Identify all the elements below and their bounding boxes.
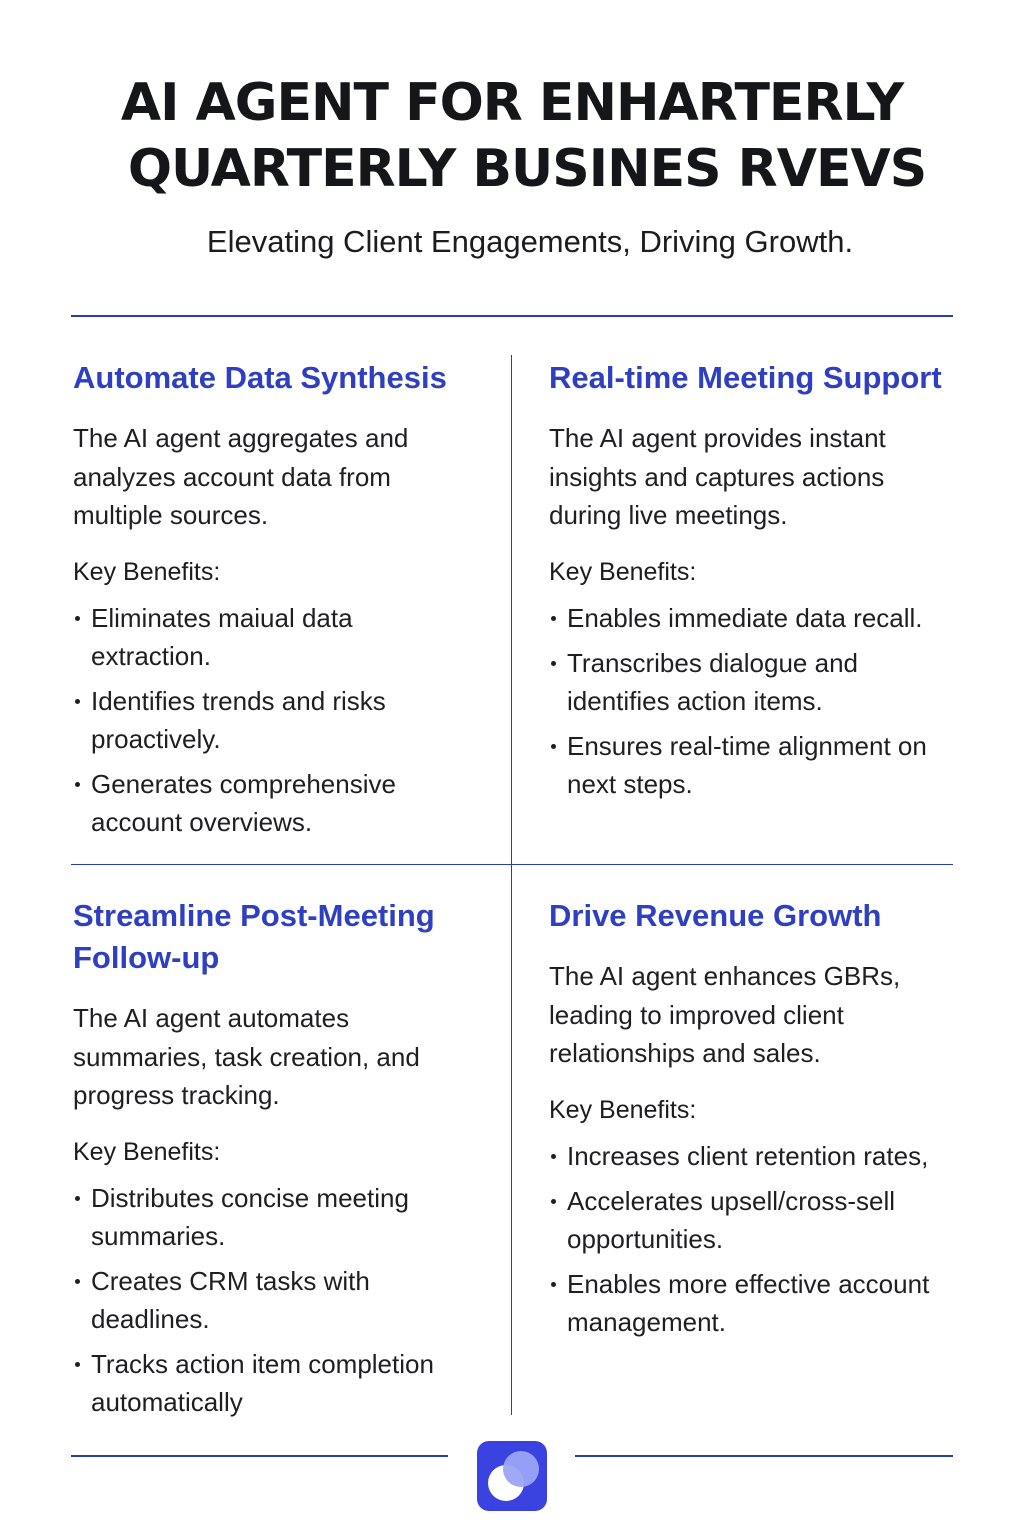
section-title — [73, 895, 493, 979]
page-subtitle: Elevating Client Engagements, Driving Growth. — [206, 224, 854, 259]
key-benefits-label: Key Benefits: — [549, 557, 697, 586]
footer-divider-left — [71, 1455, 448, 1457]
key-benefits-label: Key Benefits: — [73, 1137, 221, 1166]
section-title: Drive Revenue Growth — [549, 898, 882, 933]
benefit-item: Increases client retention rates, — [549, 1137, 969, 1175]
benefit-item: Generates comprehensive account overviews. — [73, 765, 453, 841]
benefit-item: Accelerates upsell/cross-sell opportunities. — [549, 1182, 947, 1258]
key-benefits-label: Key Benefits: — [549, 1095, 697, 1124]
section-description: The AI agent provides instant insights and captures actions during live meetings. — [549, 423, 886, 530]
section-description: The AI agent aggregates and analyzes account data from multiple sources. — [73, 423, 409, 530]
benefit-item: Enables immediate data recall. — [549, 599, 969, 637]
horizontal-divider — [71, 864, 953, 865]
section-title-line-2: Follow-up — [73, 940, 220, 975]
page-title-line-1: AI AGENT FOR ENHARTERLY — [120, 73, 904, 133]
section-description: The AI agent enhances GBRs, leading to improved client relationships and sales. — [549, 961, 901, 1068]
section-title: Real-time Meeting Support — [549, 360, 942, 395]
vertical-divider — [511, 355, 512, 1415]
benefit-item: Tracks action item completion automatically — [73, 1345, 473, 1421]
benefit-item: Transcribes dialogue and identifies action items. — [549, 644, 907, 720]
benefit-item: Enables more effective account management. — [549, 1265, 977, 1341]
section-title-line-1: Streamline Post-Meeting — [73, 898, 435, 933]
key-benefits-label: Key Benefits: — [73, 557, 221, 586]
section-streamline-post-meeting-follow-up — [73, 895, 493, 1428]
benefit-item: Creates CRM tasks with deadlines. — [73, 1262, 411, 1338]
section-automate-data-synthesis — [73, 357, 493, 848]
benefit-item: Distributes concise meeting summaries. — [73, 1179, 461, 1255]
top-divider — [71, 315, 953, 317]
section-title: Automate Data Synthesis — [73, 360, 447, 395]
page-title-line-2: QUARTERLY BUSINES RVEVS — [127, 139, 927, 199]
benefits-list — [73, 1179, 473, 1421]
benefits-list — [73, 599, 453, 841]
section-drive-revenue-growth — [549, 895, 969, 1348]
benefits-list — [549, 599, 969, 803]
footer-divider-right — [575, 1455, 953, 1457]
benefit-item: Identifies trends and risks proactively. — [73, 682, 453, 758]
benefit-item: Eliminates maiual data extraction. — [73, 599, 453, 675]
section-description: The AI agent automates summaries, task creation, and progress tracking. — [73, 1003, 420, 1110]
overlapping-circles-logo-icon — [477, 1441, 547, 1511]
benefits-list — [549, 1137, 969, 1341]
page-title — [0, 70, 1024, 202]
benefit-item: Ensures real-time alignment on next steps. — [549, 727, 947, 803]
section-real-time-meeting-support — [549, 357, 969, 810]
